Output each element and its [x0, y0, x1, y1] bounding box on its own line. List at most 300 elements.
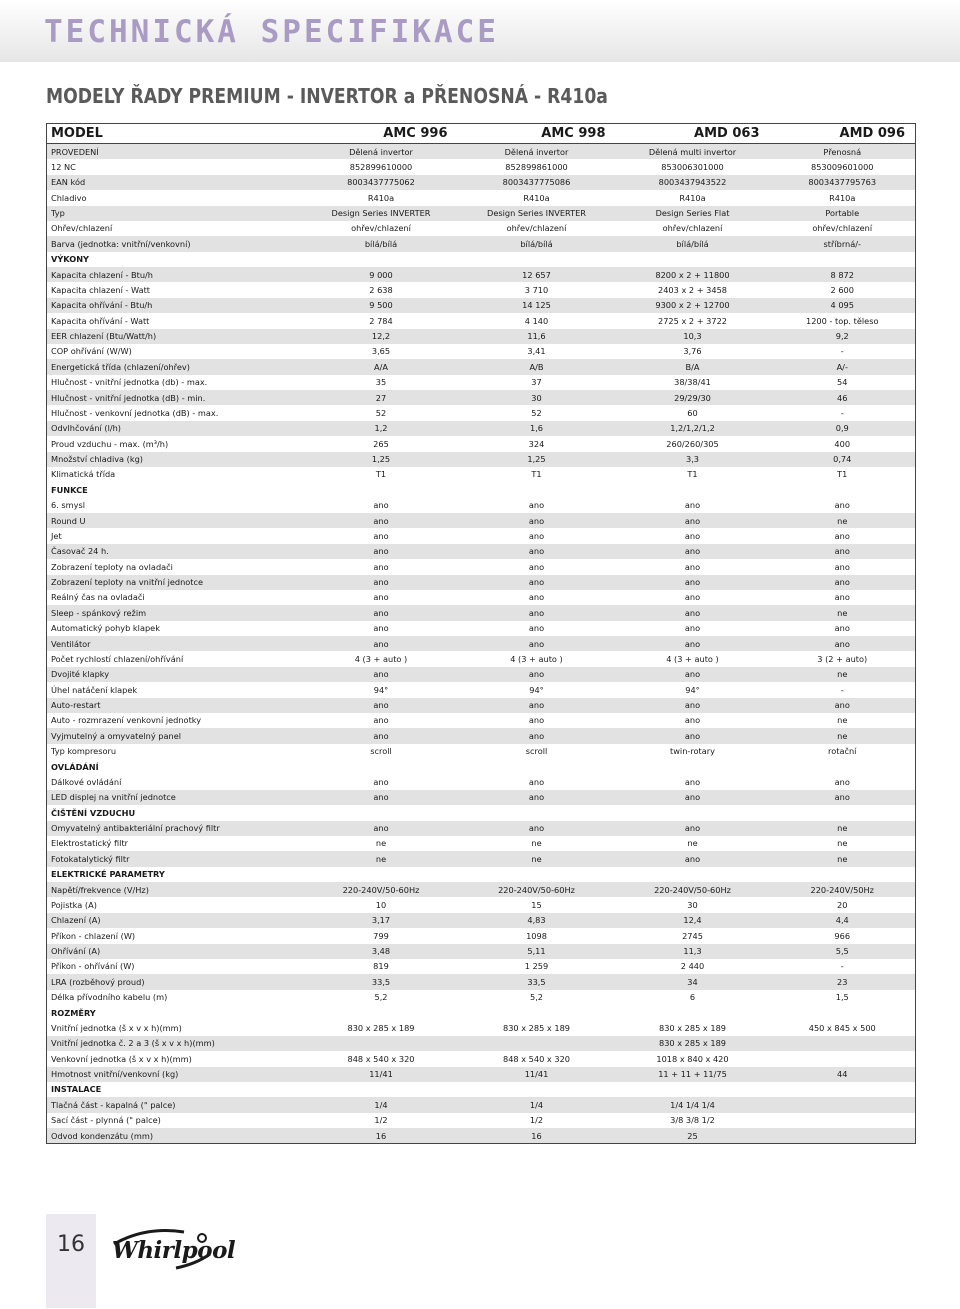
cell-value: ano	[305, 790, 458, 805]
cell-value	[305, 482, 458, 497]
table-row	[47, 452, 916, 467]
cell-value: ano	[305, 575, 458, 590]
cell-value: B/A	[616, 359, 770, 374]
cell-value: -	[770, 405, 916, 420]
cell-value: A/B	[458, 359, 616, 374]
row-label: Round U	[47, 513, 305, 528]
row-label: Sací část - plynná (" palce)	[47, 1113, 305, 1128]
section-label: ELEKTRICKÉ PARAMETRY	[47, 867, 305, 882]
table-header-row	[47, 124, 916, 144]
cell-value: ano	[616, 575, 770, 590]
cell-value: ano	[770, 528, 916, 543]
row-label: Vnitřní jednotka (š x v x h)(mm)	[47, 1020, 305, 1035]
row-label: Reálný čas na ovladači	[47, 590, 305, 605]
cell-value	[616, 867, 770, 882]
cell-value: 1,5	[770, 990, 916, 1005]
cell-value: 1,6	[458, 421, 616, 436]
cell-value: ano	[305, 559, 458, 574]
cell-value: R410a	[305, 190, 458, 205]
cell-value: 52	[458, 405, 616, 420]
cell-value: bílá/bílá	[458, 236, 616, 251]
cell-value: 38/38/41	[616, 375, 770, 390]
cell-value: ano	[458, 790, 616, 805]
cell-value: rotační	[770, 744, 916, 759]
cell-value: Portable	[770, 206, 916, 221]
cell-value: 450 x 845 x 500	[770, 1020, 916, 1035]
cell-value	[616, 482, 770, 497]
cell-value: ano	[458, 590, 616, 605]
cell-value: ano	[616, 821, 770, 836]
cell-value: 1,2	[305, 421, 458, 436]
cell-value: ano	[305, 636, 458, 651]
cell-value: ne	[616, 836, 770, 851]
cell-value: 4 095	[770, 298, 916, 313]
cell-value: 2725 x 2 + 3722	[616, 313, 770, 328]
cell-value: 16	[458, 1128, 616, 1144]
table-row	[47, 467, 916, 482]
row-label: Hlučnost - vnitřní jednotka (dB) - min.	[47, 390, 305, 405]
cell-value: ano	[305, 513, 458, 528]
row-label: Počet rychlostí chlazení/ohřívání	[47, 651, 305, 666]
table-row	[47, 206, 916, 221]
cell-value: 830 x 285 x 189	[616, 1020, 770, 1035]
table-row	[47, 144, 916, 160]
cell-value: 11/41	[458, 1067, 616, 1082]
table-row	[47, 744, 916, 759]
cell-value: scroll	[305, 744, 458, 759]
cell-value: 324	[458, 436, 616, 451]
row-label: Úhel natáčení klapek	[47, 682, 305, 697]
cell-value: 9 000	[305, 267, 458, 282]
table-row	[47, 698, 916, 713]
table-row	[47, 667, 916, 682]
table-row	[47, 544, 916, 559]
cell-value: ano	[770, 621, 916, 636]
table-row	[47, 882, 916, 897]
cell-value: stříbrná/-	[770, 236, 916, 251]
cell-value: 1098	[458, 928, 616, 943]
row-label: LED displej na vnitřní jednotce	[47, 790, 305, 805]
cell-value: ano	[458, 559, 616, 574]
cell-value: 3,76	[616, 344, 770, 359]
table-row	[47, 267, 916, 282]
row-label: Proud vzduchu - max. (m³/h)	[47, 436, 305, 451]
cell-value: ano	[616, 498, 770, 513]
column-header-amc-998: AMC 998	[458, 124, 616, 144]
row-label: Pojistka (A)	[47, 897, 305, 912]
cell-value: 220-240V/50-60Hz	[616, 882, 770, 897]
cell-value: -	[770, 682, 916, 697]
row-label: Příkon - chlazení (W)	[47, 928, 305, 943]
cell-value: 11,6	[458, 329, 616, 344]
cell-value: 1/4 1/4 1/4	[616, 1097, 770, 1112]
cell-value: 2745	[616, 928, 770, 943]
cell-value	[458, 482, 616, 497]
cell-value: 23	[770, 974, 916, 989]
cell-value: ano	[458, 621, 616, 636]
cell-value: Design Series Flat	[616, 206, 770, 221]
cell-value: ohřev/chlazení	[458, 221, 616, 236]
row-label: Venkovní jednotka (š x v x h)(mm)	[47, 1051, 305, 1066]
row-label: 12 NC	[47, 159, 305, 174]
cell-value	[305, 759, 458, 774]
cell-value	[305, 1005, 458, 1020]
section-row	[47, 867, 916, 882]
cell-value: 8003437943522	[616, 175, 770, 190]
cell-value: 966	[770, 928, 916, 943]
cell-value: 220-240V/50-60Hz	[458, 882, 616, 897]
row-label: EER chlazení (Btu/Watt/h)	[47, 329, 305, 344]
section-row	[47, 1082, 916, 1097]
row-label: COP ohřívání (W/W)	[47, 344, 305, 359]
cell-value: ano	[305, 774, 458, 789]
cell-value: 1,2/1,2/1,2	[616, 421, 770, 436]
cell-value: 44	[770, 1067, 916, 1082]
cell-value: 2 638	[305, 282, 458, 297]
table-row	[47, 375, 916, 390]
cell-value	[770, 1051, 916, 1066]
cell-value: ne	[770, 821, 916, 836]
row-label: Tlačná část - kapalná (" palce)	[47, 1097, 305, 1112]
cell-value: 830 x 285 x 189	[616, 1036, 770, 1051]
cell-value: 853009601000	[770, 159, 916, 174]
cell-value: ano	[616, 621, 770, 636]
row-label: Dálkové ovládání	[47, 774, 305, 789]
row-label: Ohřívání (A)	[47, 944, 305, 959]
cell-value: ano	[616, 636, 770, 651]
cell-value: 10	[305, 897, 458, 912]
row-label: Kapacita chlazení - Btu/h	[47, 267, 305, 282]
cell-value: 0,74	[770, 452, 916, 467]
cell-value: ano	[305, 605, 458, 620]
cell-value: 5,2	[458, 990, 616, 1005]
cell-value: ne	[770, 713, 916, 728]
row-label: Zobrazení teploty na ovladači	[47, 559, 305, 574]
cell-value: 852899861000	[458, 159, 616, 174]
page-subtitle: MODELY ŘADY PREMIUM - INVERTOR a PŘENOSNÁ - R410a	[46, 84, 608, 108]
row-label: Typ	[47, 206, 305, 221]
cell-value: R410a	[616, 190, 770, 205]
logo-wordmark: Whirlpool	[112, 1237, 236, 1264]
table-row	[47, 590, 916, 605]
cell-value: 3 (2 + auto)	[770, 651, 916, 666]
table-row	[47, 959, 916, 974]
cell-value: ne	[305, 836, 458, 851]
row-label: Chlazení (A)	[47, 913, 305, 928]
table-row	[47, 344, 916, 359]
cell-value: 29/29/30	[616, 390, 770, 405]
column-header-amd-096: AMD 096	[770, 124, 916, 144]
table-row	[47, 1128, 916, 1144]
section-row	[47, 805, 916, 820]
cell-value: ano	[458, 513, 616, 528]
cell-value: ne	[770, 851, 916, 866]
cell-value: bílá/bílá	[616, 236, 770, 251]
cell-value	[770, 482, 916, 497]
cell-value: 11,3	[616, 944, 770, 959]
cell-value: 6	[616, 990, 770, 1005]
table-row	[47, 313, 916, 328]
cell-value: 852899610000	[305, 159, 458, 174]
cell-value: 265	[305, 436, 458, 451]
cell-value: 0,9	[770, 421, 916, 436]
table-row	[47, 559, 916, 574]
page-number-box	[46, 1214, 96, 1308]
row-label: PROVEDENÍ	[47, 144, 305, 160]
cell-value	[305, 805, 458, 820]
cell-value	[305, 252, 458, 267]
cell-value: ano	[616, 528, 770, 543]
cell-value: Design Series INVERTER	[305, 206, 458, 221]
row-label: Zobrazení teploty na vnitřní jednotce	[47, 575, 305, 590]
cell-value: 4 140	[458, 313, 616, 328]
cell-value: 1 259	[458, 959, 616, 974]
cell-value: A/-	[770, 359, 916, 374]
table-row	[47, 790, 916, 805]
table-row	[47, 682, 916, 697]
cell-value: -	[770, 959, 916, 974]
cell-value: ano	[458, 774, 616, 789]
cell-value: ano	[305, 713, 458, 728]
cell-value: 27	[305, 390, 458, 405]
cell-value: 3,41	[458, 344, 616, 359]
cell-value	[616, 759, 770, 774]
row-label: Chladivo	[47, 190, 305, 205]
table-row	[47, 621, 916, 636]
cell-value: ne	[770, 513, 916, 528]
cell-value: ano	[458, 667, 616, 682]
row-label: EAN kód	[47, 175, 305, 190]
cell-value: ano	[458, 713, 616, 728]
cell-value: ano	[616, 559, 770, 574]
cell-value: ano	[458, 698, 616, 713]
cell-value: 12,2	[305, 329, 458, 344]
cell-value: ne	[770, 728, 916, 743]
row-label: Časovač 24 h.	[47, 544, 305, 559]
table-row	[47, 513, 916, 528]
cell-value: 46	[770, 390, 916, 405]
row-label: Délka přívodního kabelu (m)	[47, 990, 305, 1005]
cell-value: ano	[770, 559, 916, 574]
row-label: Dvojité klapky	[47, 667, 305, 682]
cell-value: ano	[305, 667, 458, 682]
row-label: Kapacita ohřívání - Watt	[47, 313, 305, 328]
whirlpool-logo	[106, 1224, 236, 1282]
row-label: Kapacita ohřívání - Btu/h	[47, 298, 305, 313]
cell-value: 799	[305, 928, 458, 943]
cell-value: ano	[305, 728, 458, 743]
cell-value: ano	[305, 498, 458, 513]
cell-value: ano	[616, 667, 770, 682]
table-row	[47, 851, 916, 866]
cell-value: A/A	[305, 359, 458, 374]
cell-value: 1/2	[458, 1113, 616, 1128]
section-label: FUNKCE	[47, 482, 305, 497]
cell-value	[770, 1128, 916, 1144]
table-row	[47, 1051, 916, 1066]
row-label: LRA (rozběhový proud)	[47, 974, 305, 989]
column-header-amd-063: AMD 063	[616, 124, 770, 144]
table-row	[47, 175, 916, 190]
cell-value: ano	[616, 713, 770, 728]
row-label: Elektrostatický filtr	[47, 836, 305, 851]
table-row	[47, 928, 916, 943]
cell-value: ano	[458, 728, 616, 743]
cell-value: 8003437775086	[458, 175, 616, 190]
table-row	[47, 159, 916, 174]
cell-value	[770, 805, 916, 820]
cell-value: T1	[616, 467, 770, 482]
row-label: Barva (jednotka: vnitřní/venkovní)	[47, 236, 305, 251]
cell-value: ano	[616, 774, 770, 789]
table-row	[47, 1036, 916, 1051]
cell-value: 2403 x 2 + 3458	[616, 282, 770, 297]
row-label: Klimatická třída	[47, 467, 305, 482]
table-row	[47, 221, 916, 236]
row-label: Ventilátor	[47, 636, 305, 651]
cell-value: 2 600	[770, 282, 916, 297]
cell-value: 60	[616, 405, 770, 420]
cell-value: 220-240V/50-60Hz	[305, 882, 458, 897]
cell-value: 1/4	[305, 1097, 458, 1112]
cell-value: ano	[305, 621, 458, 636]
cell-value	[458, 867, 616, 882]
column-header-model: MODEL	[47, 124, 305, 144]
cell-value	[305, 867, 458, 882]
cell-value: ano	[616, 605, 770, 620]
cell-value	[305, 1036, 458, 1051]
section-label: ROZMĚRY	[47, 1005, 305, 1020]
table-row	[47, 990, 916, 1005]
table-row	[47, 728, 916, 743]
spec-table	[46, 123, 916, 1144]
cell-value: 3 710	[458, 282, 616, 297]
row-label: Hlučnost - vnitřní jednotka (db) - max.	[47, 375, 305, 390]
cell-value: 819	[305, 959, 458, 974]
cell-value: 848 x 540 x 320	[458, 1051, 616, 1066]
table-row	[47, 1020, 916, 1035]
cell-value: 4 (3 + auto )	[616, 651, 770, 666]
cell-value	[770, 1097, 916, 1112]
cell-value: ano	[770, 498, 916, 513]
cell-value: 5,5	[770, 944, 916, 959]
cell-value: 8 872	[770, 267, 916, 282]
table-row	[47, 190, 916, 205]
cell-value: 830 x 285 x 189	[458, 1020, 616, 1035]
cell-value: 830 x 285 x 189	[305, 1020, 458, 1035]
table-row	[47, 236, 916, 251]
cell-value: 3/8 3/8 1/2	[616, 1113, 770, 1128]
cell-value: ano	[616, 590, 770, 605]
cell-value: 10,3	[616, 329, 770, 344]
cell-value	[616, 1082, 770, 1097]
table-row	[47, 329, 916, 344]
cell-value: 1,25	[305, 452, 458, 467]
cell-value: 15	[458, 897, 616, 912]
section-label: INSTALACE	[47, 1082, 305, 1097]
cell-value	[770, 759, 916, 774]
cell-value: ano	[616, 728, 770, 743]
cell-value: ano	[770, 636, 916, 651]
cell-value: ohřev/chlazení	[616, 221, 770, 236]
table-row	[47, 1097, 916, 1112]
cell-value: 3,48	[305, 944, 458, 959]
cell-value: 9 500	[305, 298, 458, 313]
table-row	[47, 605, 916, 620]
cell-value: 54	[770, 375, 916, 390]
cell-value: ano	[616, 790, 770, 805]
cell-value: 1018 x 840 x 420	[616, 1051, 770, 1066]
cell-value: Dělená multi invertor	[616, 144, 770, 160]
section-label: VÝKONY	[47, 252, 305, 267]
cell-value: 9300 x 2 + 12700	[616, 298, 770, 313]
cell-value	[458, 1082, 616, 1097]
cell-value: 1,25	[458, 452, 616, 467]
row-label: Sleep - spánkový režim	[47, 605, 305, 620]
cell-value: -	[770, 344, 916, 359]
section-row	[47, 759, 916, 774]
cell-value: ano	[770, 575, 916, 590]
page-number: 16	[57, 1232, 85, 1257]
table-row	[47, 974, 916, 989]
cell-value: Přenosná	[770, 144, 916, 160]
cell-value	[305, 1082, 458, 1097]
table-row	[47, 913, 916, 928]
table-row	[47, 821, 916, 836]
cell-value: 16	[305, 1128, 458, 1144]
cell-value: ano	[458, 528, 616, 543]
table-row	[47, 282, 916, 297]
cell-value: bílá/bílá	[305, 236, 458, 251]
cell-value	[770, 1005, 916, 1020]
page-title: TECHNICKÁ SPECIFIKACE	[44, 14, 499, 50]
table-row	[47, 498, 916, 513]
table-row	[47, 944, 916, 959]
table-row	[47, 575, 916, 590]
cell-value: ano	[305, 590, 458, 605]
cell-value	[770, 1036, 916, 1051]
row-label: 6. smysl	[47, 498, 305, 513]
row-label: Vnitřní jednotka č. 2 a 3 (š x v x h)(mm)	[47, 1036, 305, 1051]
row-label: Vyjmutelný a omyvatelný panel	[47, 728, 305, 743]
cell-value: ano	[770, 774, 916, 789]
row-label: Odvlhčování (l/h)	[47, 421, 305, 436]
cell-value: 8003437795763	[770, 175, 916, 190]
cell-value: 400	[770, 436, 916, 451]
cell-value: 14 125	[458, 298, 616, 313]
row-label: Množství chladiva (kg)	[47, 452, 305, 467]
section-label: OVLÁDÁNÍ	[47, 759, 305, 774]
cell-value: 2 440	[616, 959, 770, 974]
cell-value: ne	[305, 851, 458, 866]
cell-value	[458, 805, 616, 820]
cell-value: ano	[770, 698, 916, 713]
cell-value: 33,5	[305, 974, 458, 989]
cell-value: 37	[458, 375, 616, 390]
cell-value	[770, 1082, 916, 1097]
table-row	[47, 298, 916, 313]
cell-value: 11/41	[305, 1067, 458, 1082]
cell-value: Dělená invertor	[305, 144, 458, 160]
cell-value: ne	[770, 836, 916, 851]
cell-value: 33,5	[458, 974, 616, 989]
cell-value: 30	[616, 897, 770, 912]
cell-value: 12,4	[616, 913, 770, 928]
cell-value: ne	[458, 851, 616, 866]
row-label: Omyvatelný antibakteriální prachový filtr	[47, 821, 305, 836]
section-row	[47, 1005, 916, 1020]
cell-value: 35	[305, 375, 458, 390]
